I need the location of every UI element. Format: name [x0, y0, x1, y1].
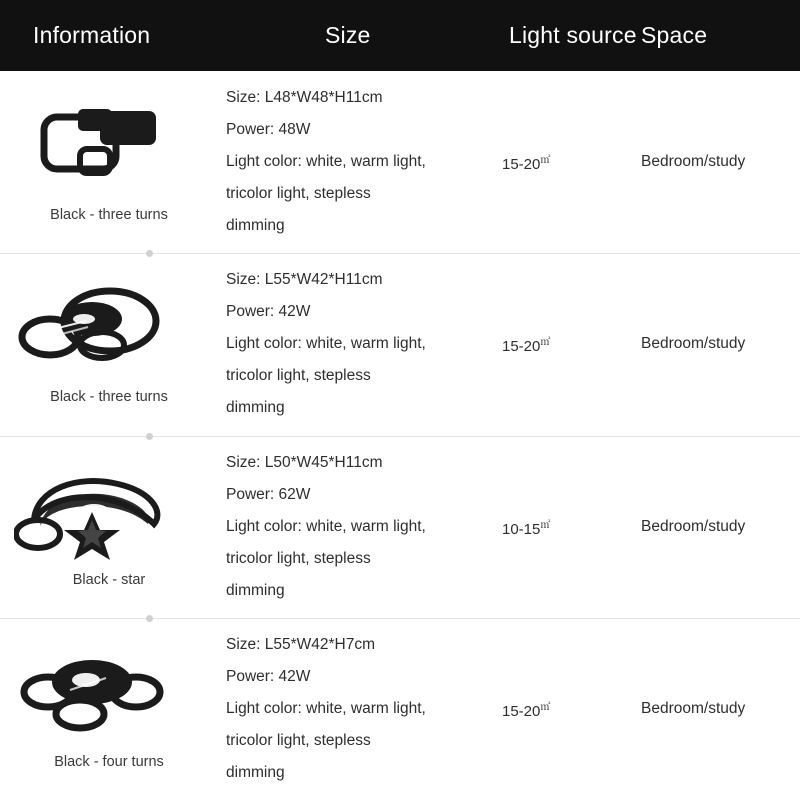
product-name: Black - three turns — [50, 207, 168, 224]
size-text: Size: L55*W42*H7cm — [226, 635, 376, 653]
light-source-cell — [426, 71, 641, 253]
detail-cell — [218, 618, 426, 800]
column-header-size: Size — [325, 22, 371, 48]
space-cell — [641, 253, 800, 435]
product-cell — [0, 71, 218, 253]
column-header-space: Space — [641, 22, 708, 48]
space-cell — [641, 436, 800, 618]
table-row — [0, 253, 800, 435]
light-source-cell — [426, 436, 641, 618]
table-row — [0, 71, 800, 253]
product-cell — [0, 436, 218, 618]
light-color-text: Light color: white, warm light, tricolor light, stepless dimming — [226, 517, 426, 599]
product-name: Black - three turns — [50, 389, 168, 406]
divider-dot — [146, 433, 153, 440]
power-text: Power: 42W — [226, 303, 311, 321]
product-name: Black - four turns — [54, 753, 164, 770]
space-value: Bedroom/study — [641, 699, 746, 717]
space-cell — [641, 618, 800, 800]
divider-dot — [146, 615, 153, 622]
detail-cell — [218, 71, 426, 253]
table-row — [0, 618, 800, 800]
power-text: Power: 48W — [226, 121, 311, 139]
light-source-value: 10-15 — [502, 520, 541, 538]
star-moon-ceiling-lamp-icon — [14, 468, 204, 568]
four-rings-ceiling-lamp-icon — [14, 650, 204, 750]
light-source-unit: ㎡ — [540, 701, 551, 713]
power-text: Power: 62W — [226, 485, 311, 503]
detail-cell — [218, 436, 426, 618]
circle-rings-ceiling-lamp-icon — [14, 285, 204, 385]
light-source-value: 15-20 — [502, 338, 541, 356]
light-source-cell — [426, 618, 641, 800]
size-text: Size: L55*W42*H11cm — [226, 271, 383, 289]
space-value: Bedroom/study — [641, 153, 746, 171]
column-header-light-source: Light source — [509, 22, 637, 48]
table-row — [0, 436, 800, 618]
product-cell — [0, 253, 218, 435]
space-value: Bedroom/study — [641, 517, 746, 535]
space-cell — [641, 71, 800, 253]
light-color-text: Light color: white, warm light, tricolor light, stepless dimming — [226, 153, 426, 235]
light-source-value: 15-20 — [502, 702, 541, 720]
light-color-text: Light color: white, warm light, tricolor light, stepless dimming — [226, 699, 426, 781]
light-source-cell — [426, 253, 641, 435]
square-rings-ceiling-lamp-icon — [14, 103, 204, 203]
product-name: Black - star — [72, 571, 146, 588]
light-source-unit: ㎡ — [540, 337, 551, 349]
space-value: Bedroom/study — [641, 335, 746, 353]
size-text: Size: L48*W48*H11cm — [226, 89, 383, 107]
power-text: Power: 42W — [226, 667, 311, 685]
product-cell — [0, 618, 218, 800]
table-header — [0, 0, 800, 71]
light-color-text: Light color: white, warm light, tricolor light, stepless dimming — [226, 335, 426, 417]
size-text: Size: L50*W45*H11cm — [226, 453, 383, 471]
light-source-value: 15-20 — [502, 156, 541, 174]
detail-cell — [218, 253, 426, 435]
light-source-unit: ㎡ — [540, 155, 551, 167]
column-header-information: Information — [33, 22, 151, 48]
light-source-unit: ㎡ — [540, 519, 551, 531]
